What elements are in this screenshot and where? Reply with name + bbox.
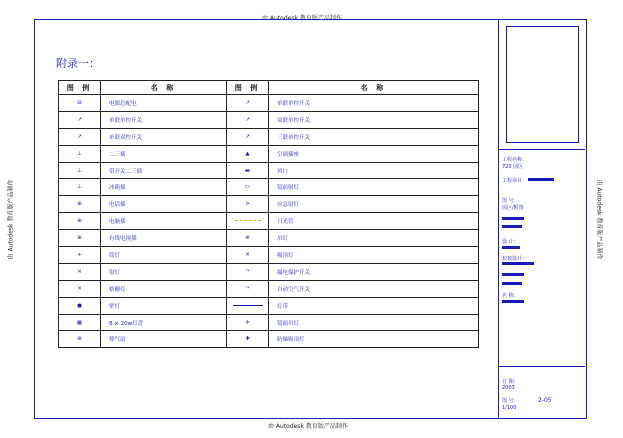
symbol-icon-right: ✛ [227,314,269,331]
symbol-icon-left: ⊥ [59,145,101,162]
tb-date-label: 日 期： [502,379,519,385]
title-block-divider [498,366,585,367]
symbol-icon-left: ✕ [59,263,101,280]
tb-project-label: 工程名称： [502,157,528,163]
item-name-right: 单联单控开关 [269,95,479,112]
tb-redacted-bar [502,217,524,220]
symbol-icon-left: ⊥ [59,179,101,196]
tb-client-label: 工程项目： [502,178,528,184]
tb-redacted-bar [502,225,522,228]
item-name-right: 漏电保护开关 [269,263,479,280]
table-row [59,230,479,247]
table-row [59,213,479,230]
item-name-left: 格栅灯 [101,280,227,297]
legend-table [58,80,479,348]
col-header-name-1: 名 称 [101,81,227,95]
item-name-left: 带开关二三插 [101,162,227,179]
symbol-icon-right: ▬ [227,162,269,179]
tb-client-value-redacted [528,178,554,181]
symbol-icon-left: ⊕ [59,213,101,230]
item-name-left: 二三插 [101,145,227,162]
legend-body [59,95,479,348]
tb-checker-label: 校核设计： [502,256,528,262]
item-name-right: 吊灯 [269,230,479,247]
item-name-right: 应急射灯 [269,196,479,213]
table-row [59,128,479,145]
item-name-right: 风口 [269,162,479,179]
title-block-divider [498,149,585,150]
stamp-bottom: 由 Autodesk 教育版产品制作 [268,423,348,430]
symbol-icon-left: ⊕ [59,196,101,213]
tb-sheet-value: 园区/附图 [502,205,524,211]
item-name-left: 排气扇 [101,331,227,348]
symbol-icon-right [227,297,269,314]
symbol-icon-right: ↗ [227,111,269,128]
item-name-left: 单联双控开关 [101,128,227,145]
table-row [59,280,479,297]
symbol-icon-left: ↗ [59,111,101,128]
col-header-name-2: 名 称 [269,81,479,95]
item-name-left: 壁灯 [101,297,227,314]
symbol-icon-right: ⤳ [227,263,269,280]
tb-redacted-bar [502,282,522,285]
tb-redacted-bar [502,262,534,265]
symbol-icon-right: ⊗ [227,230,269,247]
item-name-left: 8 × 20w灯盘 [101,314,227,331]
fluorescent-tube-icon [235,220,261,221]
item-name-left: 电话插 [101,196,227,213]
item-name-left: 冰箱插 [101,179,227,196]
tb-scale-value: 1/100 [502,405,517,411]
table-row [59,111,479,128]
symbol-icon-right: ↗ [227,95,269,112]
item-name-right: 双联单控开关 [269,111,479,128]
item-name-right: 镜前射灯 [269,179,479,196]
symbol-icon-left: ⊗ [59,331,101,348]
table-row [59,247,479,264]
item-name-left: 电脑插 [101,213,227,230]
symbol-icon-right: ↗ [227,128,269,145]
stamp-top: 由 Autodesk 教育版产品制作 [262,15,342,22]
page-title: 附录一： [56,57,100,70]
symbol-icon-left: ● [59,297,101,314]
table-row [59,331,479,348]
item-name-left: 有线电视插 [101,230,227,247]
symbol-icon-right [227,213,269,230]
tb-page-value: 2-05 [538,397,552,404]
stamp-right: 由 Autodesk 教育版产品制作 [595,179,603,260]
item-name-right: 日光管 [269,213,479,230]
table-row [59,297,479,314]
tb-page-label: 图 号： [502,398,519,404]
symbol-icon-right: ✚ [227,331,269,348]
item-name-right: 防爆吸顶灯 [269,331,479,348]
symbol-icon-right: ▲ [227,145,269,162]
table-row [59,145,479,162]
symbol-icon-left: ⊥ [59,162,101,179]
table-row [59,196,479,213]
tb-date-value: 2003 [502,385,515,391]
tb-project-value: 720 园区 [502,164,524,170]
col-header-symbol-2: 图 例 [227,81,269,95]
symbol-icon-left: ⊕ [59,230,101,247]
tb-redacted-bar [502,246,520,249]
item-name-right: 灯带 [269,297,479,314]
symbol-icon-left: ↗ [59,128,101,145]
tb-designer-label: 设 计： [502,239,519,245]
tb-sheet-label: 图 号： [502,198,519,204]
item-name-right: 三联单控开关 [269,128,479,145]
item-name-left: 筒灯 [101,247,227,264]
stamp-left: 由 Autodesk 教育版产品制作 [7,179,15,260]
item-name-left: 电源总配电 [101,95,227,112]
item-name-right: 镜面吊灯 [269,314,479,331]
symbol-icon-left: ⊟ [59,95,101,112]
col-header-symbol-1: 图 例 [59,81,101,95]
tb-redacted-bar [502,300,524,303]
item-name-right: 空调插座 [269,145,479,162]
title-block-logo-box [506,26,579,143]
table-row [59,162,479,179]
table-header-row [59,81,479,95]
item-name-right: 自动空气开关 [269,280,479,297]
symbol-icon-left: + [59,247,101,264]
symbol-icon-right: ⤳ [227,280,269,297]
table-row [59,95,479,112]
symbol-icon-right: ⋗ [227,196,269,213]
tb-redacted-bar [502,273,524,276]
table-row [59,179,479,196]
symbol-icon-right: ✕ [227,247,269,264]
table-row [59,314,479,331]
symbol-icon-left: ✕ [59,280,101,297]
table-row [59,263,479,280]
tb-name-label: 名 称： [502,293,519,299]
symbol-icon-left: ▦ [59,314,101,331]
symbol-icon-right: ▭ [227,179,269,196]
item-name-right: 吸顶灯 [269,247,479,264]
light-strip-icon [233,305,263,306]
item-name-left: 单联单控开关 [101,111,227,128]
item-name-left: 射灯 [101,263,227,280]
